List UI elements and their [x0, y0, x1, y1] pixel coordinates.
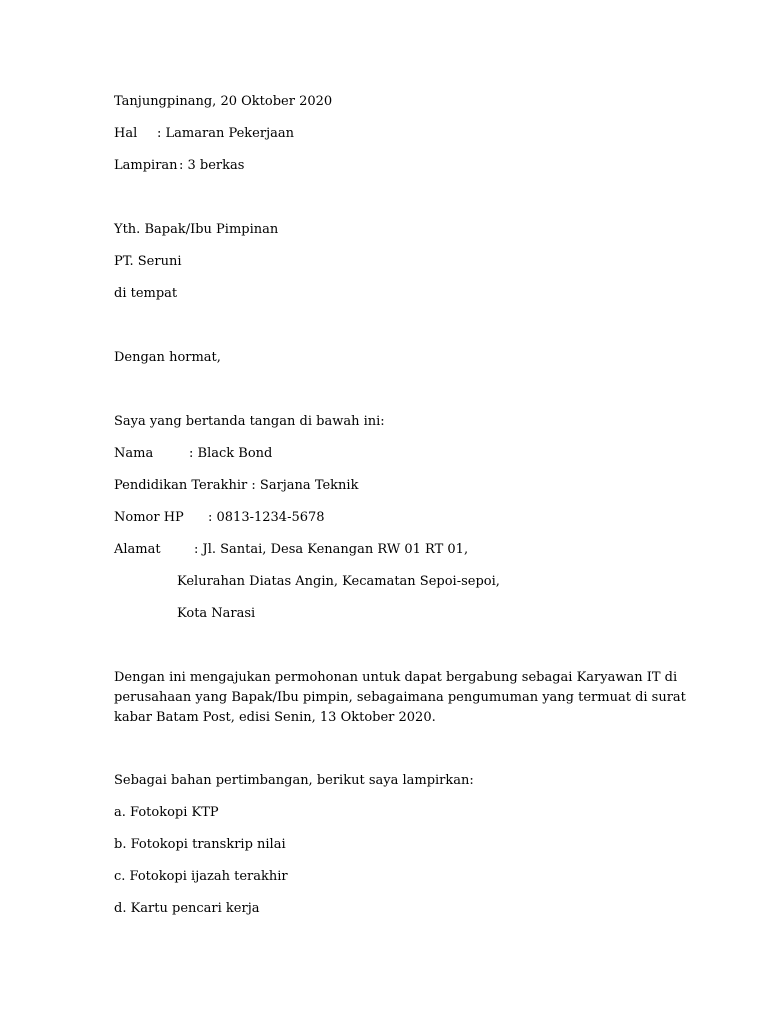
attachment-item: b. Fotokopi transkrip nilai [114, 837, 286, 852]
address-value: : Jl. Santai, Desa Kenangan RW 01 RT 01, [194, 542, 469, 557]
letter-date: Tanjungpinang, 20 Oktober 2020 [114, 94, 333, 109]
address-line-2: Kelurahan Diatas Angin, Kecamatan Sepoi-sepoi, [177, 574, 500, 589]
name-label: Nama [114, 446, 154, 461]
attachment-count-line [114, 156, 244, 176]
subject-line [114, 124, 294, 144]
recipient-line-2: PT. Seruni [114, 254, 182, 269]
attachments-intro: Sebagai bahan pertimbangan, berikut saya lampirkan: [114, 773, 474, 788]
attachment-item: a. Fotokopi KTP [114, 805, 219, 820]
phone-line [114, 508, 325, 528]
name-line [114, 444, 272, 464]
phone-value: : 0813-1234-5678 [208, 510, 325, 525]
body-paragraph [114, 668, 686, 728]
attachment-item: d. Kartu pencari kerja [114, 901, 260, 916]
recipient-line-3: di tempat [114, 286, 178, 301]
name-value: : Black Bond [189, 446, 273, 461]
attachment-item: c. Fotokopi ijazah terakhir [114, 869, 288, 884]
address-line-3: Kota Narasi [177, 606, 256, 621]
education-line: Pendidikan Terakhir : Sarjana Teknik [114, 478, 359, 493]
intro-text: Saya yang bertanda tangan di bawah ini: [114, 414, 385, 429]
greeting: Dengan hormat, [114, 350, 221, 365]
subject-value: : Lamaran Pekerjaan [157, 126, 294, 141]
body-line-3: kabar Batam Post, edisi Senin, 13 Oktober 2020. [114, 710, 436, 725]
body-line-2: perusahaan yang Bapak/Ibu pimpin, sebagaimana pengumuman yang termuat di surat [114, 690, 686, 705]
attachment-count-label: Lampiran [114, 158, 178, 173]
recipient-line-1: Yth. Bapak/Ibu Pimpinan [114, 222, 279, 237]
subject-label: Hal [114, 126, 138, 141]
attachment-count-value: : 3 berkas [179, 158, 245, 173]
address-label: Alamat [114, 542, 161, 557]
address-line [114, 540, 468, 560]
body-line-1: Dengan ini mengajukan permohonan untuk dapat bergabung sebagai Karyawan IT di [114, 670, 678, 685]
phone-label: Nomor HP [114, 510, 184, 525]
